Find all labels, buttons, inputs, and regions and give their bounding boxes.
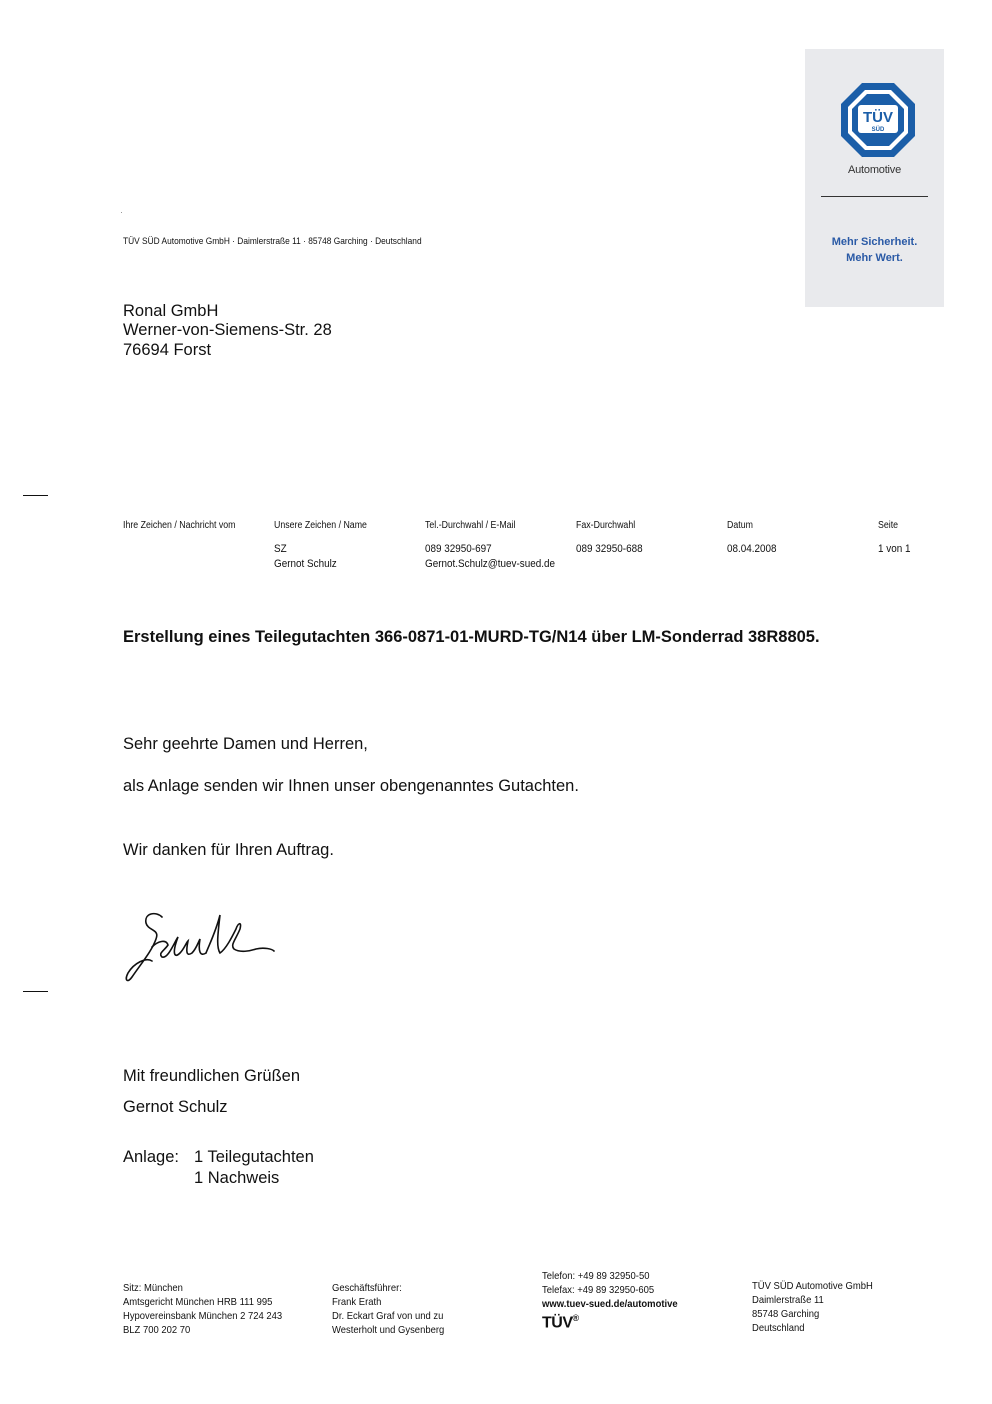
tuv-wordmark xyxy=(542,1313,579,1332)
footer-website-link[interactable]: www.tuev-sued.de/automotive xyxy=(542,1298,678,1310)
enclosure-label: Anlage: xyxy=(123,1148,179,1166)
ref-our-ref xyxy=(274,542,337,572)
ref-date: 08.04.2008 xyxy=(727,543,777,555)
signer-name: Gernot Schulz xyxy=(123,1098,228,1116)
ref-email[interactable]: Gernot.Schulz@tuev-sued.de xyxy=(425,558,556,570)
recipient-name: Ronal GmbH xyxy=(123,302,219,320)
footer-line: Sitz: München xyxy=(123,1282,183,1294)
brand-divider xyxy=(821,196,928,197)
ref-label-phone-email: Tel.-Durchwahl / E-Mail xyxy=(425,520,516,531)
registered-mark-icon: ® xyxy=(572,1313,579,1323)
slogan-line-1: Mehr Sicherheit. xyxy=(831,236,918,248)
footer-line: Westerholt und Gysenberg xyxy=(332,1324,445,1336)
ref-our-name: Gernot Schulz xyxy=(274,558,337,570)
footer-management xyxy=(332,1281,444,1337)
footer-company-address xyxy=(752,1279,873,1335)
footer-line: Amtsgericht München HRB 111 995 xyxy=(123,1296,273,1308)
handwritten-signature xyxy=(122,903,282,985)
salutation: Sehr geehrte Damen und Herren, xyxy=(123,735,368,753)
slogan-line-2: Mehr Wert. xyxy=(846,252,903,264)
ref-fax: 089 32950-688 xyxy=(576,543,643,555)
body-paragraph-2: Wir danken für Ihren Auftrag. xyxy=(123,841,334,859)
footer-line: Daimlerstraße 11 xyxy=(752,1294,824,1306)
ref-phone: 089 32950-697 xyxy=(425,543,492,555)
enclosure-item: 1 Teilegutachten xyxy=(194,1148,314,1166)
footer-fax: Telefax: +49 89 32950-605 xyxy=(542,1284,655,1296)
footer-line: Hypovereinsbank München 2 724 243 xyxy=(123,1310,283,1322)
footer-line: TÜV SÜD Automotive GmbH xyxy=(752,1280,873,1292)
tuv-wordmark-text: TÜV xyxy=(542,1314,573,1332)
subject-line: Erstellung eines Teilegutachten 366-0871-01-MURD-TG/N14 über LM-Sonderrad 38R8805. xyxy=(123,628,820,646)
recipient-city: 76694 Forst xyxy=(123,341,212,359)
footer-line: Geschäftsführer: xyxy=(332,1282,402,1294)
ref-page: 1 von 1 xyxy=(878,543,911,555)
footer-line: 85748 Garching xyxy=(752,1308,820,1320)
enclosure-item: 1 Nachweis xyxy=(194,1169,280,1187)
logo-text-tuv: TÜV xyxy=(863,109,893,126)
sender-return-address: TÜV SÜD Automotive GmbH · Daimlerstraße 11 · 85748 Garching · Deutschland xyxy=(123,236,422,247)
footer-phone: Telefon: +49 89 32950-50 xyxy=(542,1270,650,1282)
ref-label-fax: Fax-Durchwahl xyxy=(576,520,636,531)
recipient-street: Werner-von-Siemens-Str. 28 xyxy=(123,321,332,339)
footer-line: Frank Erath xyxy=(332,1296,382,1308)
ref-label-our-ref: Unsere Zeichen / Name xyxy=(274,520,367,531)
print-mark xyxy=(121,212,122,213)
closing-formula: Mit freundlichen Grüßen xyxy=(123,1067,300,1085)
body-paragraph-1: als Anlage senden wir Ihnen unser obengenanntes Gutachten. xyxy=(123,777,579,795)
fold-mark xyxy=(23,991,48,992)
logo-text-sud: SÜD xyxy=(871,127,885,133)
tuv-sud-logo xyxy=(839,81,917,159)
ref-contact xyxy=(425,542,555,572)
fold-mark xyxy=(23,495,48,496)
ref-label-your-ref: Ihre Zeichen / Nachricht vom xyxy=(123,520,236,531)
footer-line: BLZ 700 202 70 xyxy=(123,1324,191,1336)
ref-label-date: Datum xyxy=(727,520,753,531)
footer-registration xyxy=(123,1281,282,1337)
footer-contact xyxy=(542,1269,678,1311)
ref-our-code: SZ xyxy=(274,543,287,555)
brand-panel xyxy=(805,49,944,307)
footer-line: Dr. Eckart Graf von und zu xyxy=(332,1310,444,1322)
brand-division: Automotive xyxy=(847,164,902,176)
ref-label-page: Seite xyxy=(878,520,899,531)
footer-line: Deutschland xyxy=(752,1322,805,1334)
